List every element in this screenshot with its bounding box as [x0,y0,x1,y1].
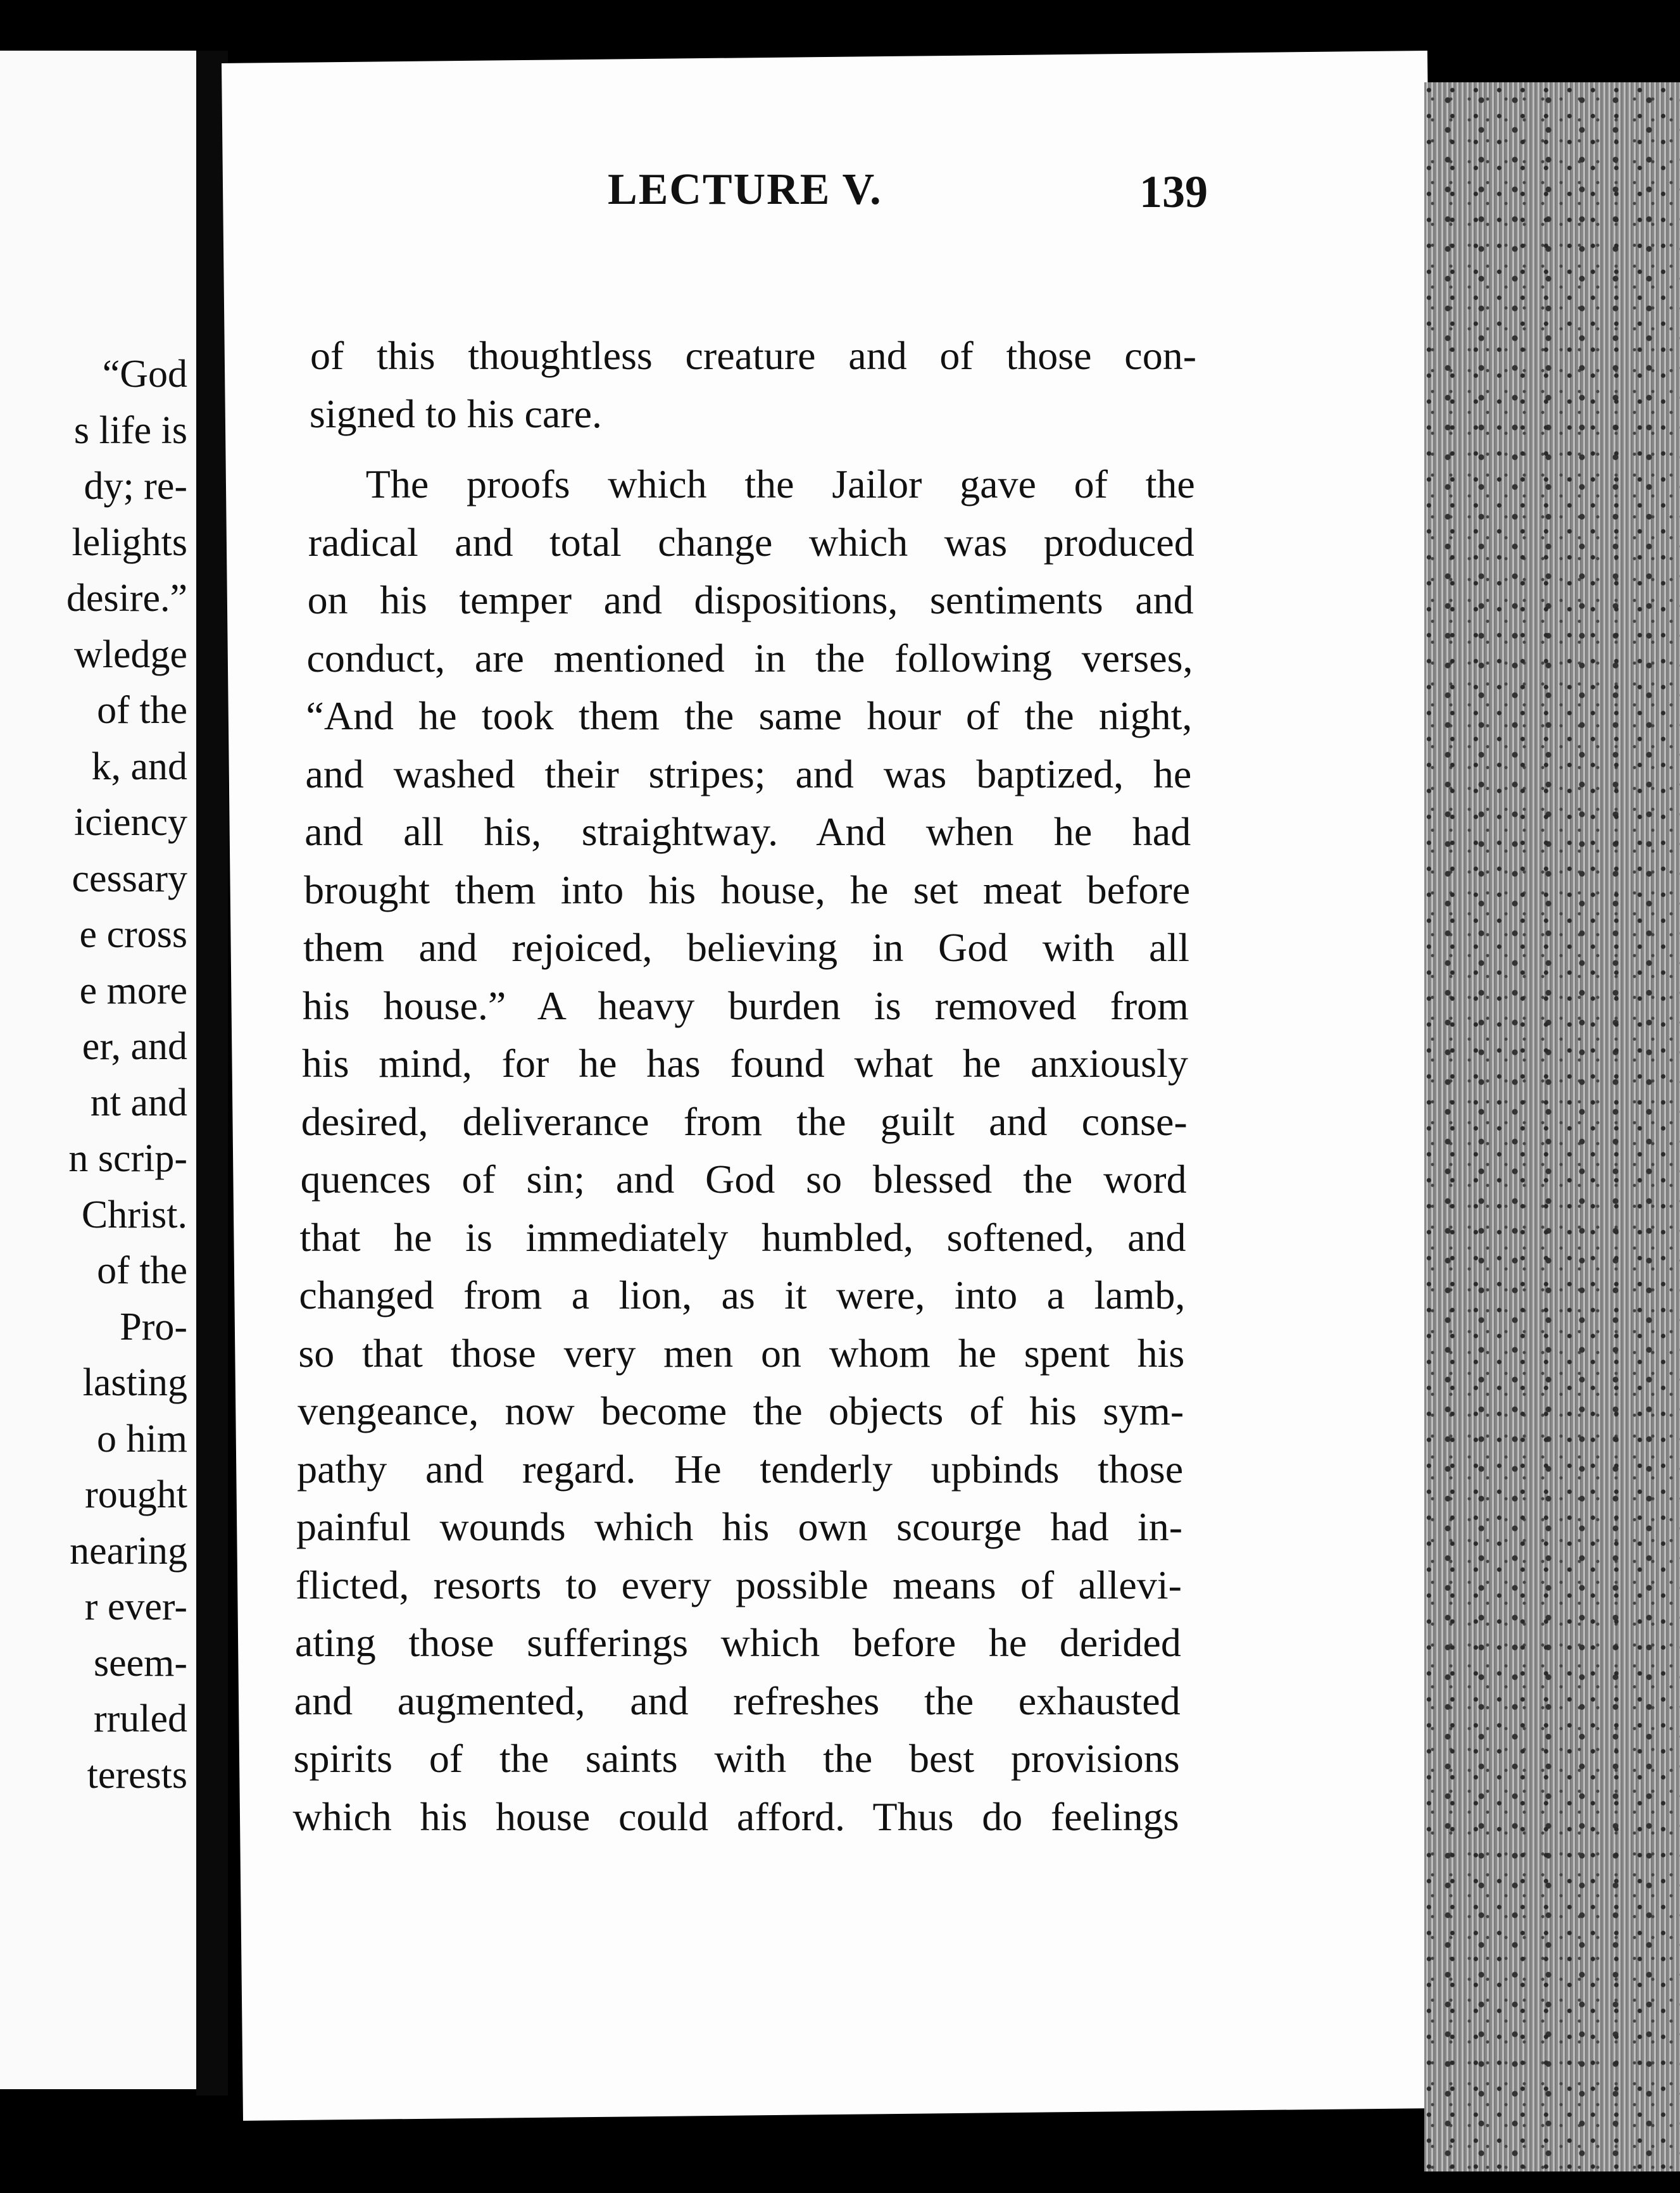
left-page-line: lelights [72,520,187,564]
left-page-line: cessary [72,857,187,900]
body-line: “And he took them the same hour of the night, [306,693,1193,738]
body-line: his mind, for he has found what he anxiously [301,1041,1188,1086]
body-line: changed from a lion, as it were, into a lamb, [299,1272,1186,1317]
left-page-line: rruled [93,1697,187,1740]
left-page-line: s life is [73,408,187,452]
left-page-line: of the [97,1249,187,1292]
left-page-line: dy; re- [84,465,187,508]
body-line: his house.” A heavy burden is removed from [302,983,1189,1028]
running-head: LECTURE V. [608,165,882,214]
left-page-line: wledge [73,632,187,676]
body-line: pathy and regard. He tenderly upbinds those [297,1446,1184,1492]
left-page-line: “God [102,353,187,396]
left-page [0,51,196,2089]
body-line: that he is immediately humbled, softened, and [299,1214,1186,1260]
body-line: and augmented, and refreshes the exhausted [294,1678,1181,1723]
page-fore-edge [1424,82,1680,2171]
body-line: on his temper and dispositions, sentiments and [307,577,1194,622]
body-line: and washed their stripes; and was baptized, he [305,751,1192,796]
body-line: them and rejoiced, believing in God with all [303,925,1189,970]
page-number: 139 [1139,167,1208,217]
left-page-line: iciency [73,801,187,844]
body-line: vengeance, now become the objects of his sym- [298,1388,1184,1433]
body-line: quences of sin; and God so blessed the word [300,1157,1187,1202]
body-line: brought them into his house, he set meat before [304,867,1191,912]
left-page-line: er, and [82,1025,187,1068]
left-page-line: Pro- [120,1305,187,1348]
left-page-line: rought [85,1473,187,1516]
body-line: The proofs which the Jailor gave of the [365,462,1195,506]
left-page-line: lasting [82,1361,187,1404]
left-page-line: r ever- [84,1585,187,1628]
body-line: desired, deliverance from the guilt and conse- [301,1098,1188,1144]
body-line: ating those sufferings which before he derided [294,1620,1181,1665]
body-line: which his house could afford. Thus do feelings [292,1794,1179,1839]
body-line: spirits of the saints with the best provisions [293,1736,1180,1781]
body-line: painful wounds which his own scourge had in- [296,1504,1182,1549]
body-line: and all his, straightway. And when he had [304,809,1191,854]
body-line: signed to his care. [309,391,602,436]
book-spine [196,51,228,2096]
left-page-line: of the [97,689,187,732]
left-page-line: o him [97,1417,187,1461]
left-page-line: desire.” [66,577,187,620]
left-page-line: e more [79,969,187,1012]
left-page-line: nearing [70,1529,187,1573]
left-page-line: n scrip- [68,1137,187,1180]
left-page-line: Christ. [81,1193,187,1236]
left-page-line: k, and [91,745,187,788]
left-page-line: seem- [93,1641,187,1685]
body-line: radical and total change which was produced [308,519,1194,565]
body-line: of this thoughtless creature and of those con- [310,333,1196,378]
body-line: so that those very men on whom he spent his [298,1330,1185,1376]
body-line: conduct, are mentioned in the following verses, [306,635,1193,681]
left-page-line: terests [87,1753,187,1797]
left-page-line: nt and [90,1081,187,1124]
body-line: flicted, resorts to every possible means of allevi- [295,1562,1182,1607]
left-page-line: e cross [79,913,187,956]
